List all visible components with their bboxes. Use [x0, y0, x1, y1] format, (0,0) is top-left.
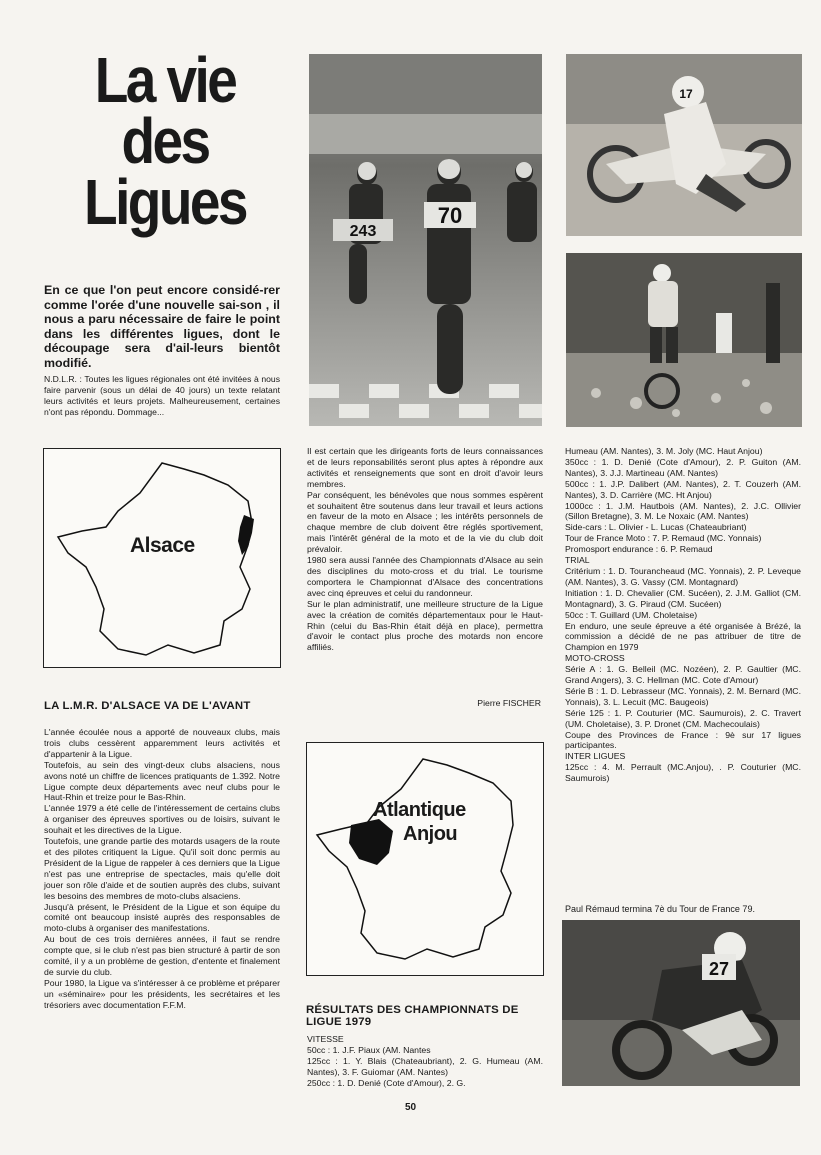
title-line-3: Ligues	[84, 166, 246, 238]
results-line: 50cc : 1. J.F. Piaux (AM. Nantes	[307, 1044, 431, 1055]
results-line: 1000cc : 1. J.M. Hautbois (AM. Nantes), 2. J.C. Ollivier (Sillon Bretagne), 3. M. Le Noxaic (AM. Nantes)	[565, 500, 801, 522]
france-map-outline	[44, 449, 280, 667]
results-line: Série 125 : 1. P. Couturier (MC. Saumurois), 2. C. Travert (UM. Choletaise), 3. P. Dronet (CM. Machecoulais)	[565, 707, 801, 729]
photo-motocross	[566, 54, 802, 236]
france-map-outline	[307, 743, 543, 975]
results-heading-line-1: RÉSULTATS DES CHAMPIONNATS DE	[306, 1004, 519, 1016]
middle-paragraph: 1980 sera aussi l'année des Championnats d'Alsace au sein des disciplines du moto-cross et du trial. Le tourisme comportera le Championnat d'Alsace des concentrations avec cinq épreuves et celui du randonneur.	[307, 555, 543, 598]
results-line: Tour de France Moto : 7. P. Remaud (MC. Yonnais)	[565, 533, 762, 544]
alsace-heading: LA L.M.R. D'ALSACE VA DE L'AVANT	[44, 700, 251, 712]
title-line-2: des	[121, 105, 209, 177]
alsace-paragraph: L'année 1979 a été celle de l'intéressement de certains clubs à organiser des épreuves sportives ou de loisirs, suivant le souhait et les directives de la Ligue.	[44, 803, 280, 836]
results-line: INTER LIGUES	[565, 751, 626, 762]
title-line-1: La vie	[94, 44, 236, 116]
map-label-anjou: Anjou	[403, 823, 458, 845]
alsace-paragraph: Au bout de ces trois dernières années, il faut se rendre compte que, si le club n'est pas bien structuré à partir de son comité, il y a un problème de gestion, d'entente et finalement de survie du club.	[44, 934, 280, 977]
results-line: En enduro, une seule épreuve a été organisée à Brézé, la commission a décidé de ne pas attribuer de titre de Champion en 1979	[565, 620, 801, 653]
results-line: 50cc : T. Guillard (UM. Choletaise)	[565, 609, 698, 620]
bib-number: 17	[679, 87, 693, 101]
bib-number: 27	[708, 959, 730, 979]
photo-trial	[566, 253, 802, 427]
results-line: 250cc : 1. D. Denié (Cote d'Amour), 2. G.	[307, 1077, 466, 1088]
results-line: Critérium : 1. D. Tourancheaud (MC. Yonnais), 2. P. Leveque (AM. Nantes), 3. G. Vassy (CM. Montagnard)	[565, 565, 801, 587]
photo-remaud-racing	[562, 920, 800, 1086]
alsace-paragraph: Jusqu'à présent, le Président de la Ligue et son équipe du comité ont beaucoup insisté auprès des responsables de moto-clubs à organiser des manifestations.	[44, 901, 280, 934]
middle-paragraph: Par conséquent, les bénévoles que nous sommes espèrent et souhaitent être soutenus dans leur travail et leurs actions en faveur de la moto en Alsace ; les intérêts personnels de chaque membre de club doivent être réglés sportivement, mais l'intérêt général de la moto et de la vie du club doit prévaloir.	[307, 489, 543, 555]
alsace-paragraph: Toutefois, une grande partie des motards usagers de la route et des pilotes critiquent la Ligue. Qu'il soit donc permis au Président de la Ligue de rappeler à ces derniers que la Ligue n'est pas une entreprise de spectacles, mais qu'elle doit jouer son rôle d'aide et de soutien auprès des clubs, suivant les besoins des membres de moto-clubs alsaciens.	[44, 836, 280, 901]
results-line: Promosport endurance : 6. P. Remaud	[565, 544, 713, 555]
middle-paragraph: Il est certain que les dirigeants forts de leurs connaissances et de leurs reponsabilités seront plus aptes à répondre aux activités et renseignements que sont en droit d'avoir leurs membres.	[307, 446, 543, 489]
alsace-body	[44, 727, 280, 1011]
results-line: 350cc : 1. D. Denié (Cote d'Amour), 2. P. Guiton (AM. Nantes), 3. J.J. Martineau (AM. Nantes)	[565, 456, 801, 478]
results-heading	[306, 1004, 546, 1028]
editor-note: N.D.L.R. : Toutes les ligues régionales ont été invitées à nous faire parvenir (sous un délai de 40 jours) un texte relatant leurs activités et leurs projets. Malheureusement, certaines n'ont pas répondu. Dommage...	[44, 374, 280, 417]
results-line: MOTO-CROSS	[565, 653, 625, 664]
results-line: Initiation : 1. D. Chevalier (CM. Sucéen), 2. J.M. Galliot (CM. Montagnard), 3. G. Piraud (CM. Sucéen)	[565, 587, 801, 609]
results-line: 125cc : 4. M. Perrault (MC.Anjou), . P. Couturier (MC. Saumurois)	[565, 762, 801, 784]
alsace-paragraph: L'année écoulée nous a apporté de nouveaux clubs, mais trois clubs cessèrent apparemment leurs activités et d'appartenir à la Ligue.	[44, 727, 280, 759]
bib-number: 70	[437, 203, 463, 228]
article-title	[66, 44, 264, 238]
alsace-paragraph: Toutefois, au sein des vingt-deux clubs alsaciens, nous avons noté un chiffre de licences pratiquants de 1.392. Notre Ligue compte deux départements avec neuf clubs pour le Haut-Rhin et treize pour le Bas-Rhin.	[44, 759, 280, 803]
signature: Pierre FISCHER	[477, 698, 541, 708]
results-right-column	[565, 446, 801, 784]
results-line: Série A : 1. G. Belleil (MC. Nozéen), 2. P. Gaultier (MC. Grand Angers), 3. C. Hellman (MC. Cote d'Amour)	[565, 664, 801, 686]
results-line: 125cc : 1. Y. Blais (Chateaubriant), 2. G. Humeau (AM. Nantes), 3. F. Guiomar (AM. Nantes)	[307, 1055, 543, 1077]
results-line: Série B : 1. D. Lebrasseur (MC. Yonnais), 2. M. Bernard (MC. Yonnais), 3. L. Lecuit (MC. Baugeois)	[565, 685, 801, 707]
alsace-paragraph: Pour 1980, la Ligue va s'intéresser à ce problème et préparer un «séminaire» pour les présidents, les secrétaires et les trésoriers avec documentation F.F.M.	[44, 977, 280, 1010]
results-line: 500cc : 1. J.P. Dalibert (AM. Nantes), 2. T. Couzerh (AM. Nantes), 3. D. Carrière (MC. Ht Anjou)	[565, 478, 801, 500]
intro-paragraph: En ce que l'on peut encore considé-rer comme l'orée d'une nouvelle sai-son , il nous a paru nécessaire de faire le point dans les différentes ligues, dont le découpage sera d'ail-leurs bientôt modifié.	[44, 283, 280, 370]
map-atlantique-anjou	[306, 742, 544, 976]
results-line: Side-cars : L. Olivier - L. Lucas (Chateaubriant)	[565, 522, 747, 533]
results-line: TRIAL	[565, 555, 590, 566]
middle-paragraph: Sur le plan administratif, une meilleure structure de la Ligue avec la création de comités départementaux pour le Haut-Rhin (celui du Bas-Rhin était déjà en place), permettra d'avoir le contact plus proche des motards non encore affiliés.	[307, 598, 543, 653]
bib-number: 243	[349, 223, 377, 240]
map-alsace	[43, 448, 281, 668]
map-label-atlantique: Atlantique	[373, 799, 466, 821]
map-label-alsace: Alsace	[130, 534, 195, 557]
results-line: Humeau (AM. Nantes), 3. M. Joly (MC. Haut Anjou)	[565, 446, 763, 456]
results-left-column	[307, 1034, 543, 1089]
results-line: Coupe des Provinces de France : 9è sur 17 ligues participantes.	[565, 729, 801, 751]
results-heading-line-2: LIGUE 1979	[306, 1016, 372, 1028]
middle-column-text	[307, 446, 543, 653]
photo-road-race	[309, 54, 542, 426]
results-line: VITESSE	[307, 1034, 344, 1044]
page-number: 50	[404, 1102, 417, 1113]
photo-caption: Paul Rémaud termina 7è du Tour de France 79.	[565, 904, 755, 914]
